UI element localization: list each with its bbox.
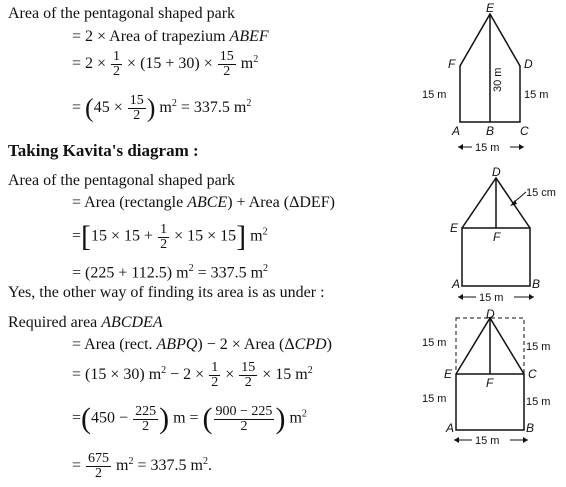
- fig3-bottom-right-length: 15 m: [526, 396, 551, 408]
- s3-heading: Required area ABCDEA: [8, 314, 163, 331]
- fig2-label-D: D: [492, 165, 501, 179]
- s2-line1: = Area (rectangle ABCE) + Area (ΔDEF): [72, 194, 335, 211]
- s3-line3: =(450 − $\frac{225}{2}$ ) m = ( $\frac{900 - 225}{2}$ ) $m^2$: [72, 402, 307, 435]
- fig3-label-B: B: [526, 421, 535, 435]
- s1-line3-b: 45 ×: [93, 99, 123, 117]
- fig2-label-E: E: [450, 221, 459, 235]
- fig1-label-D: D: [524, 57, 533, 71]
- fig1-bottom-length: 15 m: [475, 142, 500, 154]
- fig3-top-right-length: 15 m: [526, 341, 551, 353]
- fig1-label-E: E: [486, 1, 495, 15]
- fig2-label-F: F: [493, 230, 501, 244]
- s2-line2: =[15 × 15 + $\frac{1}{2}$ × 15 × 15] $m^2$: [72, 220, 268, 253]
- s1-line3-frac: $\frac{15}{2}$: [129, 93, 144, 123]
- fig2-slant-length: 15 cm: [526, 187, 556, 199]
- fig2-label-A: A: [452, 277, 461, 291]
- s2-title: Taking Kavita's diagram :: [8, 141, 199, 160]
- s1-line1-text: = 2 × Area of trapezium: [72, 28, 230, 45]
- s1-line3: = (45 × $\frac{15}{2}$ ) $m^2 = 337.5$ $m^2$: [72, 93, 252, 123]
- fig3-label-D: D: [486, 307, 495, 321]
- fig1-label-A: A: [452, 124, 461, 138]
- fig3-bottom-length: 15 m: [475, 435, 500, 447]
- s2-line3: = (225 + 112.5) $m^2 = 337.5$ $m^2$: [72, 263, 269, 282]
- s2-line2-frac: $\frac{1}{2}$: [160, 221, 168, 252]
- s2-heading: Area of the pentagonal shaped park: [8, 172, 236, 189]
- s2-note: Yes, the other way of finding its area is as under :: [8, 284, 325, 301]
- s1-line3-d: = 337.5 m: [180, 99, 247, 117]
- s3-line3-frac2: $\frac{900 - 225}{2}$: [215, 403, 273, 434]
- fig1-label-C: C: [520, 124, 529, 138]
- fig3-label-C: C: [528, 367, 537, 381]
- fig2-label-B: B: [532, 277, 541, 291]
- s1-line2-b: × (15 + 30) ×: [127, 55, 213, 73]
- fig1-height-length: 30 m: [492, 67, 504, 92]
- fig2-bottom-length: 15 m: [479, 292, 504, 304]
- s1-line2-frac: $\frac{15}{2}$: [219, 49, 234, 79]
- s3-line4-frac: $\frac{675}{2}$: [88, 451, 110, 481]
- fig1-label-F: F: [448, 57, 456, 71]
- fig3-top-left-length: 15 m: [422, 337, 447, 349]
- s1-line2-half: $\frac{1}{2}$: [113, 49, 121, 79]
- s3-line2-frac1: $\frac{1}{2}$: [211, 360, 219, 390]
- fig3-bottom-left-length: 15 m: [422, 393, 447, 405]
- fig3-label-A: A: [446, 421, 455, 435]
- s1-heading: Area of the pentagonal shaped park: [8, 5, 236, 22]
- s1-line3-c: m: [159, 99, 172, 117]
- figure-rectangle-minus-triangles: [420, 308, 566, 458]
- s1-line3-a: =: [72, 99, 82, 117]
- fig1-left-length: 15 m: [422, 89, 447, 101]
- s1-line1: [72, 28, 269, 46]
- figure-trapezium-park: [422, 1, 566, 154]
- fig1-right-length: 15 m: [524, 89, 549, 101]
- s1-line2-a: = 2 ×: [72, 55, 107, 73]
- figure-kavita-diagram: [440, 164, 566, 306]
- s1-line1-label: ABEF: [229, 28, 269, 45]
- s1-line2: = 2 × $\frac{1}{2}$ × (15 + 30) × $\frac{15}{2}$ $m^2$: [72, 49, 259, 79]
- s3-line1: = Area (rect. ABPQ) − 2 × Area (ΔCPD): [72, 336, 332, 353]
- s3-line4: = $\frac{675}{2}$ $m^2 = 337.5$ $m^2$.: [72, 451, 212, 481]
- fig1-label-B: B: [486, 124, 495, 138]
- s1-line2-unit: m: [240, 55, 254, 73]
- s3-line3-frac1: $\frac{225}{2}$: [135, 403, 157, 434]
- fig3-label-F: F: [486, 376, 494, 390]
- s3-line2-frac2: $\frac{15}{2}$: [241, 360, 256, 390]
- s3-line2: = (15 × 30) $m^2 - 2$ × $\frac{1}{2}$ × $\frac{15}{2}$ × 15 $m^2$: [72, 360, 313, 390]
- fig3-label-E: E: [444, 367, 453, 381]
